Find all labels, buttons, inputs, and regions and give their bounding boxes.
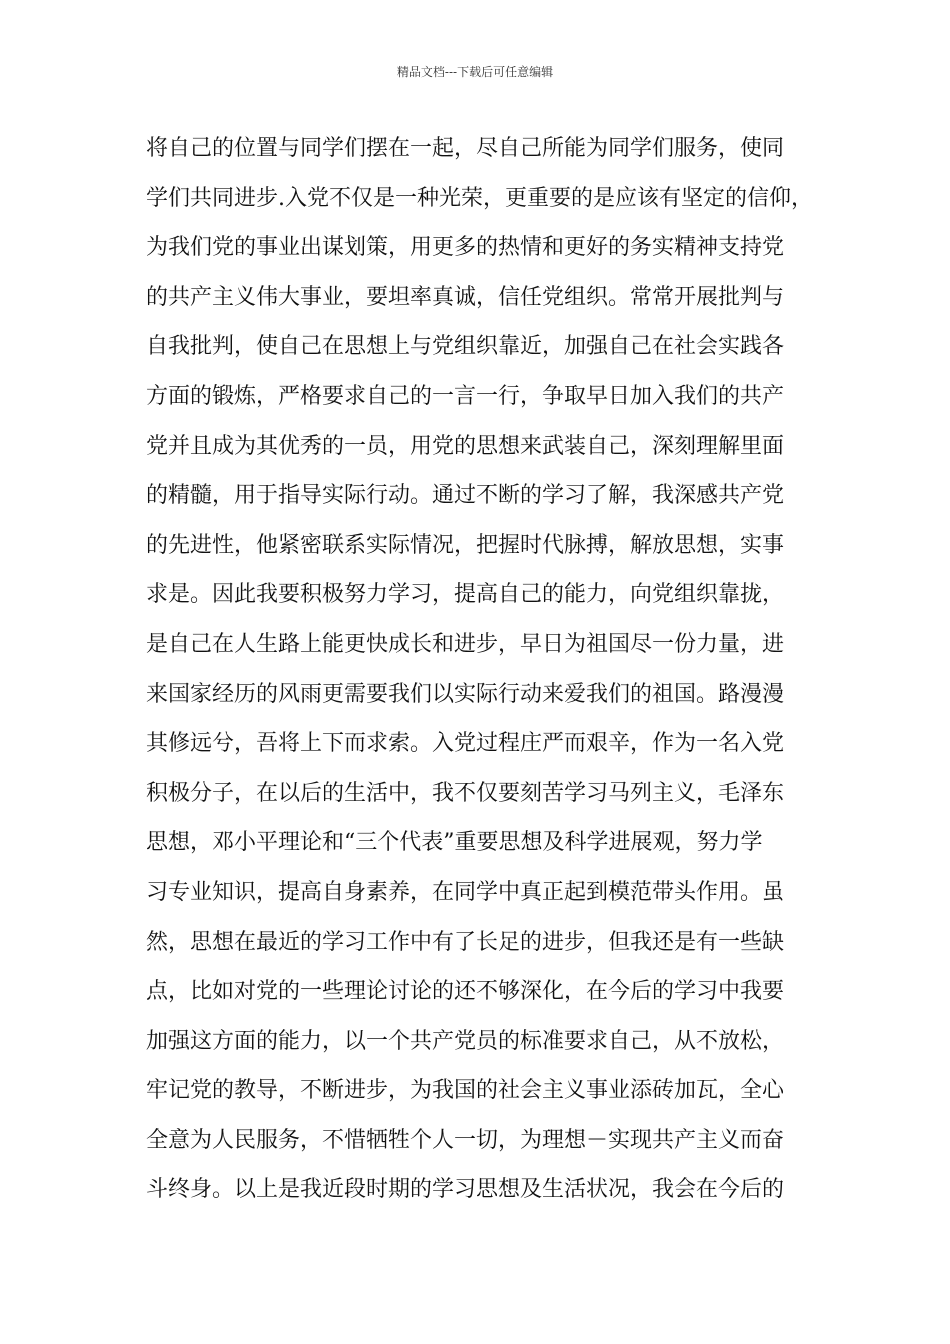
body-line: 加强这方面的能力，以一个共产党员的标准要求自己，从不放松， bbox=[146, 1028, 785, 1054]
body-line: 斗终身。以上是我近段时期的学习思想及生活状况，我会在今后的 bbox=[146, 1177, 785, 1203]
body-line: 为我们党的事业出谋划策，用更多的热情和更好的务实精神支持党 bbox=[146, 235, 785, 261]
body-line: 的精髓，用于指导实际行动。通过不断的学习了解，我深感共产党 bbox=[146, 483, 785, 509]
body-line: 求是。因此我要积极努力学习，提高自己的能力，向党组织靠拢， bbox=[146, 582, 785, 608]
body-line: 学们共同进步.入党不仅是一种光荣，更重要的是应该有坚定的信仰， bbox=[146, 185, 813, 211]
body-line: 自我批判，使自己在思想上与党组织靠近，加强自己在社会实践各 bbox=[146, 334, 785, 360]
body-line: 的先进性，他紧密联系实际情况，把握时代脉搏，解放思想，实事 bbox=[146, 532, 785, 558]
document-body bbox=[146, 124, 822, 1215]
body-line: 的共产主义伟大事业，要坦率真诚，信任党组织。常常开展批判与 bbox=[146, 284, 785, 310]
body-line: 习专业知识，提高自身素养，在同学中真正起到模范带头作用。虽 bbox=[146, 879, 785, 905]
page-header: 精品文档---下载后可任意编辑 bbox=[396, 65, 554, 79]
body-line: 来国家经历的风雨更需要我们以实际行动来爱我们的祖国。路漫漫 bbox=[146, 681, 785, 707]
body-line: 党并且成为其优秀的一员，用党的思想来武装自己，深刻理解里面 bbox=[146, 433, 785, 459]
body-line: 点，比如对党的一些理论讨论的还不够深化，在今后的学习中我要 bbox=[146, 979, 785, 1005]
body-line: 牢记党的教导，不断进步，为我国的社会主义事业添砖加瓦，全心 bbox=[146, 1078, 785, 1104]
body-line: 方面的锻炼，严格要求自己的一言一行，争取早日加入我们的共产 bbox=[146, 383, 785, 409]
body-line: 全意为人民服务，不惜牺牲个人一切，为理想－实现共产主义而奋 bbox=[146, 1127, 785, 1153]
body-line: 是自己在人生路上能更快成长和进步，早日为祖国尽一份力量，进 bbox=[146, 631, 785, 657]
body-line: 将自己的位置与同学们摆在一起，尽自己所能为同学们服务，使同 bbox=[146, 136, 785, 161]
body-line: 然，思想在最近的学习工作中有了长足的进步，但我还是有一些缺 bbox=[146, 929, 785, 955]
body-line: 积极分子，在以后的生活中，我不仅要刻苦学习马列主义，毛泽东 bbox=[146, 780, 785, 806]
body-line: 其修远兮，吾将上下而求索。入党过程庄严而艰辛，作为一名入党 bbox=[146, 731, 785, 757]
body-line: 思想，邓小平理论和“三个代表”重要思想及科学进展观，努力学 bbox=[146, 830, 763, 856]
